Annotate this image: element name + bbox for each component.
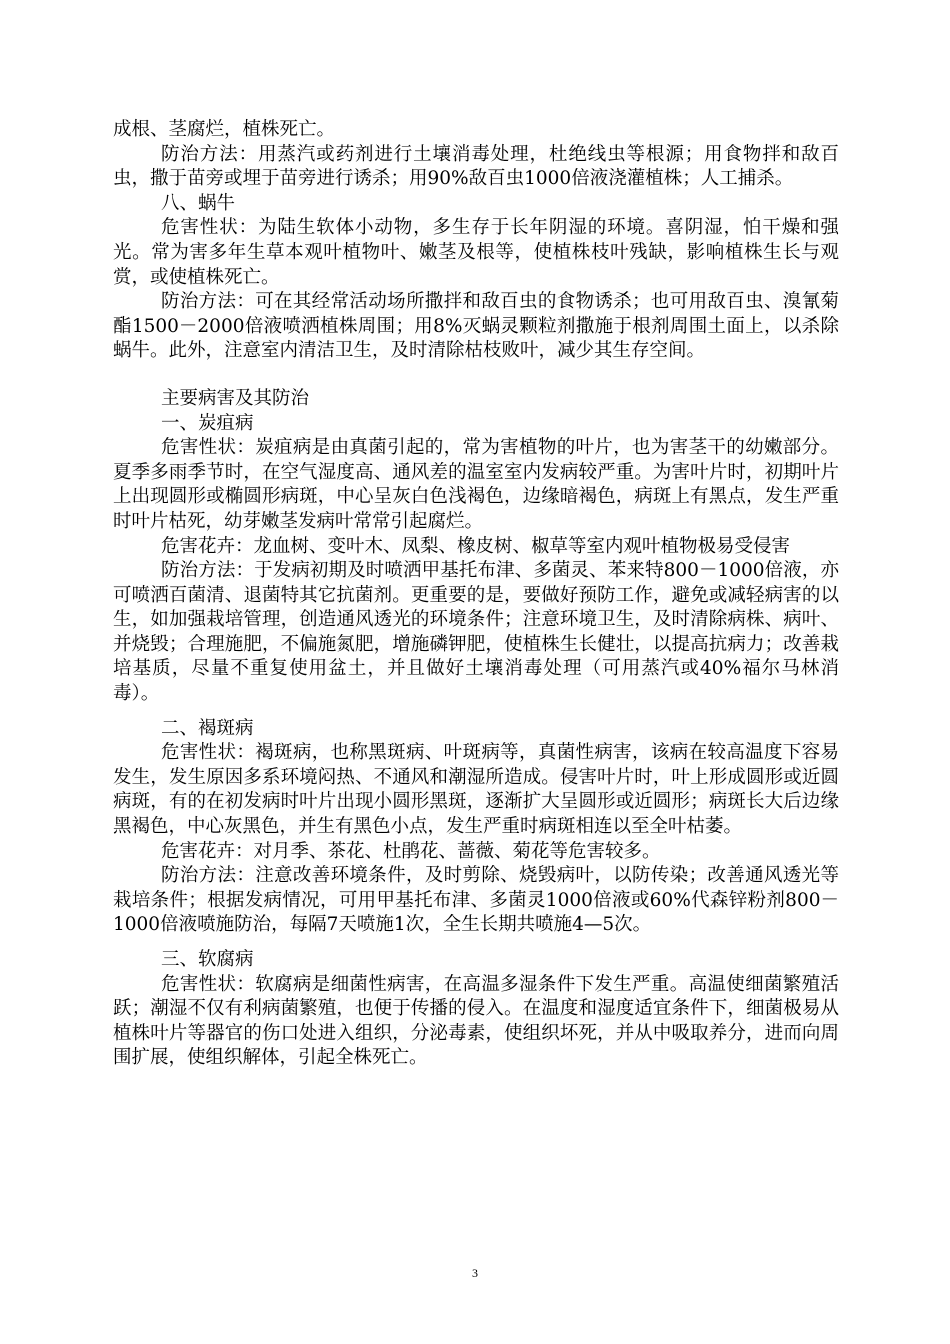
section-heading-anthracnose: 一、炭疽病 bbox=[161, 412, 254, 434]
paragraph-soft-rot-symptoms: 危害性状：软腐病是细菌性病害，在高温多湿条件下发生严重。高温使细菌繁殖活跃；潮湿不仅有利病菌繁殖，也便于传播的侵入。在温度和湿度适宜条件下，细菌极易从植株叶片等器官的伤口处进入组织，分泌毒素，使组织坏死，并从中吸取养分，进而向周围扩展，使组织解体，引起全株死亡。 bbox=[113, 973, 839, 1069]
section-heading-brown-spot: 二、褐斑病 bbox=[161, 717, 254, 739]
paragraph-brown-spot-hosts: 危害花卉：对月季、茶花、杜鹃花、蔷薇、菊花等危害较多。 bbox=[161, 840, 661, 862]
paragraph-snail-symptoms: 危害性状：为陆生软体小动物，多生存于长年阴湿的环境。喜阴湿，怕干燥和强光。常为害多年生草本观叶植物叶、嫩茎及根等，使植株枝叶残缺，影响植株生长与观赏，或使植株死亡。 bbox=[113, 217, 839, 288]
paragraph-anthracnose-symptoms: 危害性状：炭疽病是由真菌引起的，常为害植物的叶片，也为害茎干的幼嫩部分。夏季多雨季节时，在空气湿度高、通风差的温室室内发病较严重。为害叶片时，初期叶片上出现圆形或椭圆形病斑，中心呈灰白色浅褐色，边缘暗褐色，病斑上有黑点，发生严重时叶片枯死，幼芽嫩茎发病叶常常引起腐烂。 bbox=[113, 437, 839, 532]
paragraph-snail-control: 防治方法：可在其经常活动场所撒拌和敌百虫的食物诱杀；也可用敌百虫、溴氰菊酯1500－2000倍液喷洒植株周围；用8%灭蜗灵颗粒剂撒施于根剂周围土面上，以杀除蜗牛。此外，注意室内清洁卫生，及时清除枯枝败叶，减少其生存空间。 bbox=[113, 291, 839, 362]
chapter-heading-diseases: 主要病害及其防治 bbox=[161, 387, 310, 409]
section-heading-snail: 八、蜗牛 bbox=[161, 192, 236, 214]
document-body bbox=[113, 118, 839, 1071]
section-heading-soft-rot: 三、软腐病 bbox=[161, 949, 254, 970]
paragraph-brown-spot-control: 防治方法：注意改善环境条件，及时剪除、烧毁病叶，以防传染；改善通风透光等栽培条件；根据发病情况，可用甲基托布津、多菌灵1000倍液或60%代森锌粉剂800－1000倍液喷施防治，每隔7天喷施1次，全生长期共喷施4—5次。 bbox=[113, 865, 839, 936]
paragraph-anthracnose-hosts: 危害花卉：龙血树、变叶木、凤梨、橡皮树、椒草等室内观叶植物极易受侵害 bbox=[161, 535, 791, 557]
paragraph-nematode-control: 防治方法：用蒸汽或药剂进行土壤消毒处理，杜绝线虫等根源；用食物拌和敌百虫，撒于苗旁或埋于苗旁进行诱杀；用90%敌百虫1000倍液浇灌植株；人工捕杀。 bbox=[113, 143, 839, 190]
paragraph-brown-spot-symptoms: 危害性状：褐斑病，也称黑斑病、叶斑病等，真菌性病害，该病在较高温度下容易发生，发生原因多系环境闷热、不通风和潮湿所造成。侵害叶片时，叶上形成圆形或近圆病斑，有的在初发病时叶片出现小圆形黑斑，逐渐扩大呈圆形或近圆形；病斑长大后边缘黑褐色，中心灰黑色，并生有黑色小点，发生严重时病斑相连以至全叶枯萎。 bbox=[113, 742, 839, 838]
paragraph-continuation: 成根、茎腐烂，植株死亡。 bbox=[113, 119, 336, 140]
paragraph-anthracnose-control: 防治方法：于发病初期及时喷洒甲基托布津、多菌灵、苯来特800－1000倍液，亦可喷洒百菌清、退菌特其它抗菌剂。更重要的是，要做好预防工作，避免或减轻病害的以生，如加强栽培管理，创造通风透光的环境条件；注意环境卫生，及时清除病株、病叶、并烧毁；合理施肥，不偏施氮肥，增施磷钾肥，使植株生长健壮，以提高抗病力；改善栽培基质，尽量不重复使用盆土，并且做好土壤消毒处理（可用蒸汽或40%福尔马林消毒）。 bbox=[113, 560, 839, 705]
page-number: 3 bbox=[472, 1266, 478, 1280]
